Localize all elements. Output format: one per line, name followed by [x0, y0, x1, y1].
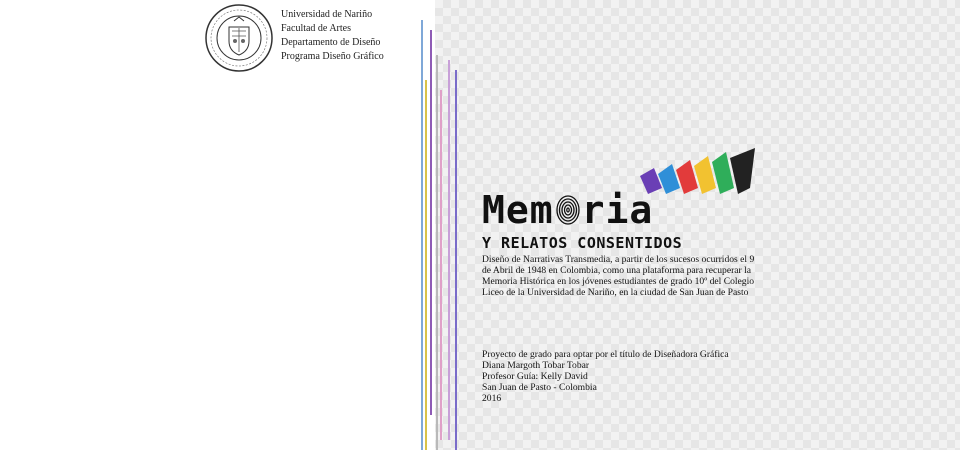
- subtitle: Y RELATOS CONSENTIDOS: [482, 234, 683, 252]
- decorative-line: [425, 80, 427, 450]
- decorative-line: [440, 90, 442, 440]
- decorative-line: [430, 30, 432, 415]
- project-advisor: Profesor Guía: Kelly David: [482, 371, 588, 382]
- project-year: 2016: [482, 393, 502, 404]
- project-purpose: Proyecto de grado para optar por el título de Diseñadora Gráfica: [482, 349, 729, 360]
- fingerprint-icon: [555, 194, 581, 226]
- title-block: [482, 148, 757, 253]
- project-author: Diana Margoth Tobar Tobar: [482, 360, 590, 371]
- institution-department: Departamento de Diseño: [281, 37, 381, 48]
- title-prefix: Mem: [482, 188, 554, 232]
- university-seal-icon: [204, 3, 274, 73]
- decorative-line: [421, 20, 423, 450]
- decorative-line: [436, 55, 438, 450]
- project-info: [482, 349, 759, 404]
- description-paragraph: Diseño de Narrativas Transmedia, a partir de los sucesos ocurridos el 9 de Abril de 1948 en Colombia, como una plataforma para recuperar la Memoria Histórica en los jóvenes estudiantes de grado 10º del Colegio Liceo de la Universidad de Nariño, en la ciudad de San Juan de Pasto: [482, 254, 755, 298]
- institution-university: Universidad de Nariño: [281, 9, 373, 20]
- title-memoria: [482, 188, 653, 232]
- title-suffix: ria: [581, 188, 654, 232]
- rainbow-wave-icon: [640, 148, 755, 196]
- project-location: San Juan de Pasto - Colombia: [482, 382, 597, 393]
- decorative-line: [448, 60, 450, 440]
- decorative-line: [455, 70, 457, 450]
- institution-block: [281, 8, 384, 64]
- institution-program: Programa Diseño Gráfico: [281, 51, 384, 62]
- institution-faculty: Facultad de Artes: [281, 23, 351, 34]
